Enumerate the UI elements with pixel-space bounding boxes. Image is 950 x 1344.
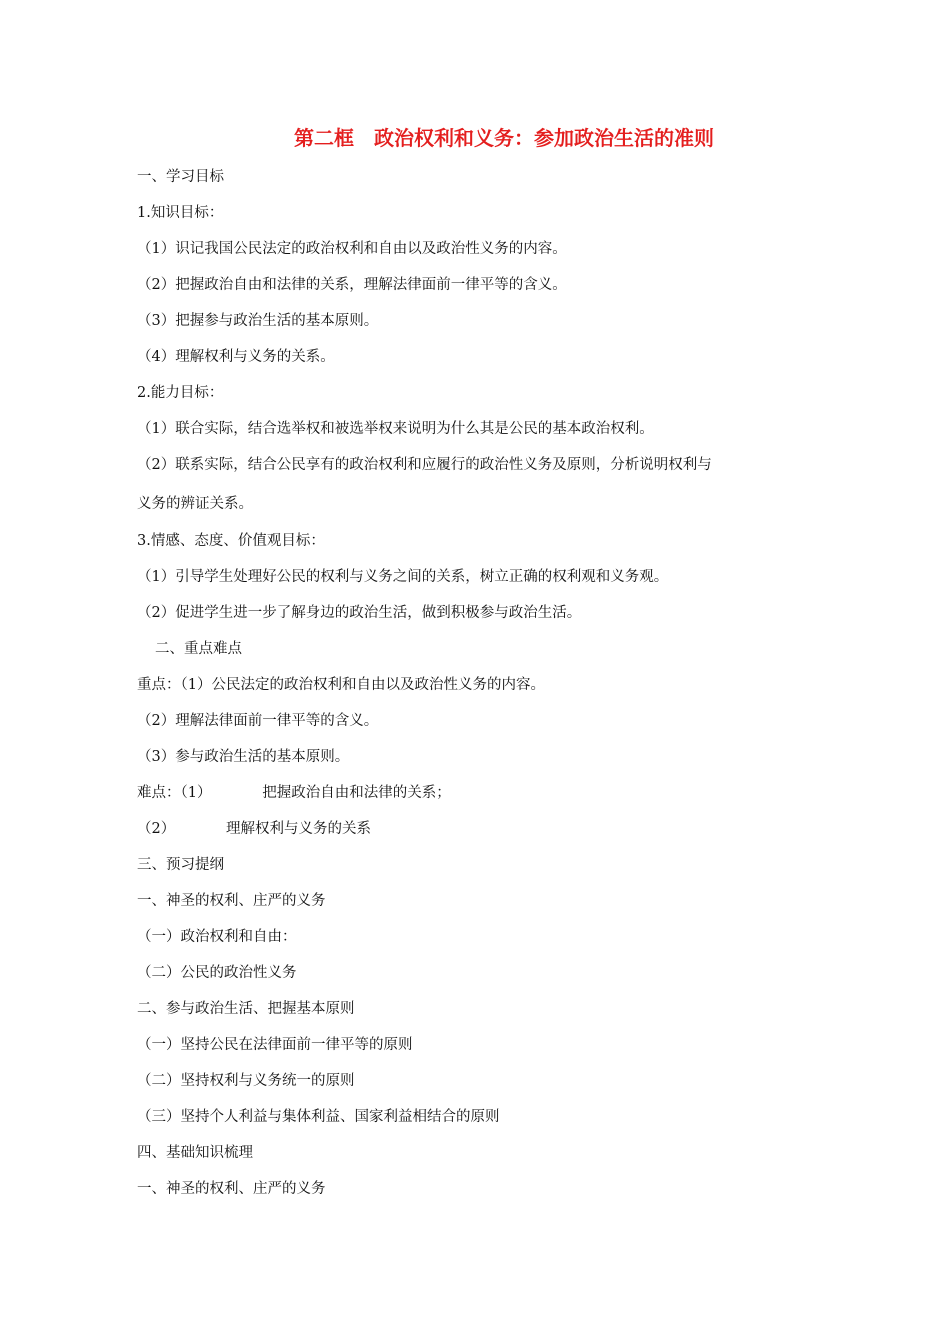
document-title: 第二框 政治权利和义务：参加政治生活的准则 <box>294 126 714 150</box>
key-point-3: （3）参与政治生活的基本原则。 <box>137 749 350 765</box>
subheading-ability-goals: 2.能力目标： <box>137 385 224 401</box>
ability-goal-2: （2）联系实际，结合公民享有的政治权利和应履行的政治性义务及原则，分析说明权利与 <box>137 457 712 473</box>
outline-item-2-2: （二）坚持权利与义务统一的原则 <box>137 1073 355 1089</box>
heading-preview-outline: 三、预习提纲 <box>137 857 224 873</box>
outline-item-1-1: （一）政治权利和自由： <box>137 929 297 945</box>
ability-goal-1: （1）联合实际，结合选举权和被选举权来说明为什么其是公民的基本政治权利。 <box>137 421 654 437</box>
knowledge-goal-1: （1）识记我国公民法定的政治权利和自由以及政治性义务的内容。 <box>137 241 567 257</box>
difficult-point-2: （2） 理解权利与义务的关系 <box>137 821 371 837</box>
subheading-knowledge-goals: 1.知识目标： <box>137 205 224 221</box>
knowledge-section-1: 一、神圣的权利、庄严的义务 <box>137 1181 326 1197</box>
knowledge-goal-2: （2）把握政治自由和法律的关系，理解法律面前一律平等的含义。 <box>137 277 567 293</box>
heading-basic-knowledge: 四、基础知识梳理 <box>137 1145 253 1161</box>
outline-item-1-2: （二）公民的政治性义务 <box>137 965 297 981</box>
difficult-point-1: 难点：（1） 把握政治自由和法律的关系； <box>137 785 451 801</box>
values-goal-1: （1）引导学生处理好公民的权利与义务之间的关系，树立正确的权利观和义务观。 <box>137 569 669 585</box>
outline-item-2-1: （一）坚持公民在法律面前一律平等的原则 <box>137 1037 413 1053</box>
heading-learning-goals: 一、学习目标 <box>137 169 224 185</box>
ability-goal-2-cont: 义务的辨证关系。 <box>137 496 253 512</box>
knowledge-goal-3: （3）把握参与政治生活的基本原则。 <box>137 313 379 329</box>
outline-section-1: 一、神圣的权利、庄严的义务 <box>137 893 326 909</box>
heading-key-points: 二、重点难点 <box>155 641 242 657</box>
outline-item-2-3: （三）坚持个人利益与集体利益、国家利益相结合的原则 <box>137 1109 500 1125</box>
subheading-values-goals: 3.情感、态度、价值观目标： <box>137 533 325 549</box>
outline-section-2: 二、参与政治生活、把握基本原则 <box>137 1001 355 1017</box>
key-point-2: （2）理解法律面前一律平等的含义。 <box>137 713 379 729</box>
key-point-1: 重点：（1）公民法定的政治权利和自由以及政治性义务的内容。 <box>137 677 545 693</box>
knowledge-goal-4: （4）理解权利与义务的关系。 <box>137 349 335 365</box>
values-goal-2: （2）促进学生进一步了解身边的政治生活，做到积极参与政治生活。 <box>137 605 582 621</box>
